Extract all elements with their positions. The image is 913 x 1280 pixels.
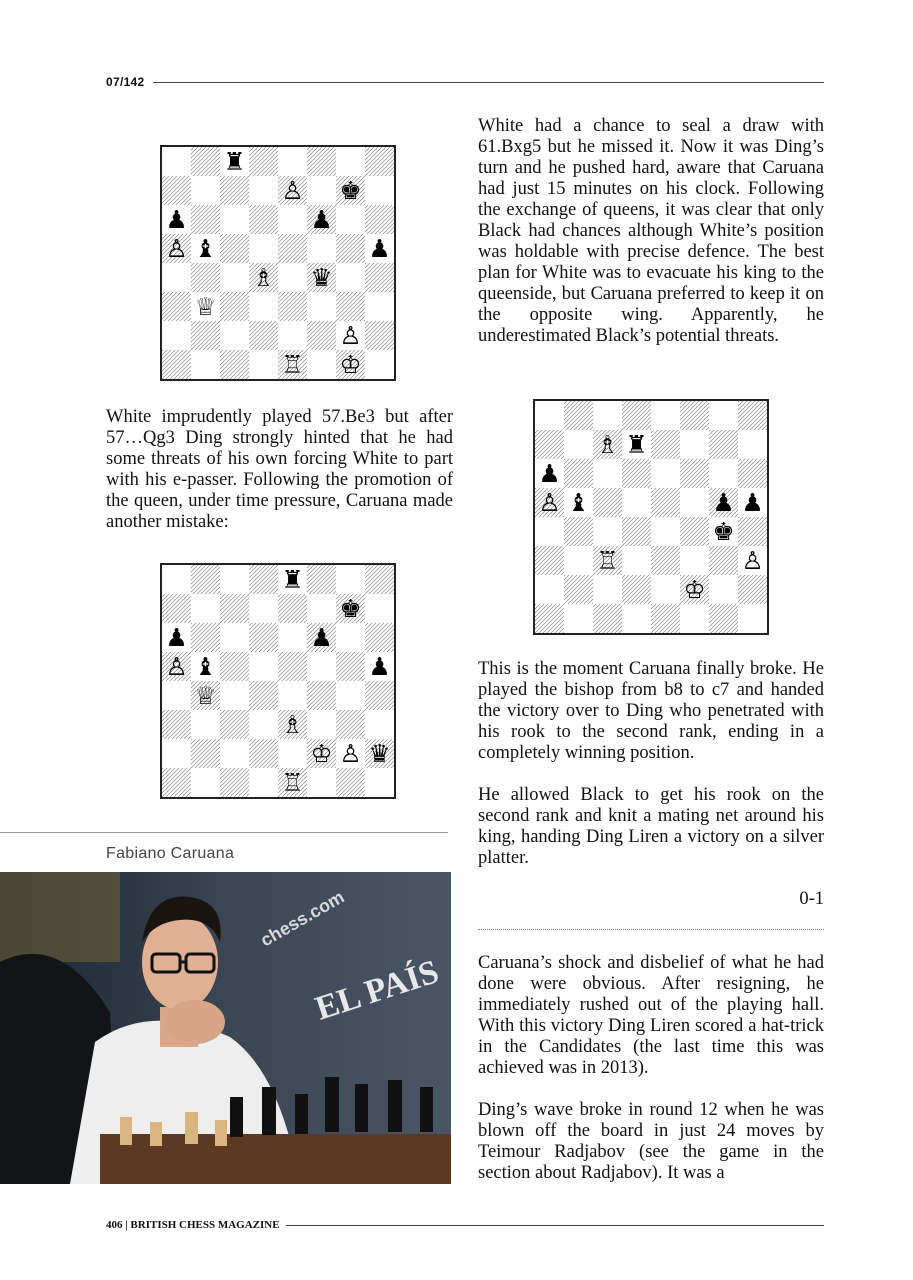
chess-diagram-2 [160,563,396,799]
board-square [680,401,709,430]
board-square [622,575,651,604]
board-square [162,565,191,594]
board-square [622,488,651,517]
board-square [307,350,336,379]
game-result: 0-1 [799,889,824,909]
board-square [365,263,394,292]
board-square [191,739,220,768]
board-square [191,147,220,176]
white-pawn-icon: ♙ [281,176,304,206]
board-square [307,594,336,623]
white-pawn-icon: ♙ [538,488,561,518]
board-square [249,350,278,379]
board-square [162,147,191,176]
right-paragraph-5: Ding’s wave broke in round 12 when he was blown off the board in just 24 moves by Teimour Radjabov (see the game in the section about Radjabov). It was a [478,1100,824,1183]
board-square [593,459,622,488]
board-square [278,205,307,234]
board-square [709,430,738,459]
board-square [365,321,394,350]
board-square [336,710,365,739]
white-pawn-icon: ♙ [741,546,764,576]
board-square [191,768,220,797]
board-square [220,710,249,739]
page-code: 07/142 [106,75,145,89]
board-square [249,594,278,623]
board-square [680,459,709,488]
board-square [162,350,191,379]
board-square [709,604,738,633]
board-square [220,321,249,350]
board-square [249,292,278,321]
board-square [307,710,336,739]
white-rook-icon: ♖ [281,350,304,379]
board-square [365,623,394,652]
board-square [336,263,365,292]
black-bishop-icon: ♝ [567,488,590,518]
board-square [307,176,336,205]
board-square [651,546,680,575]
board-square [162,292,191,321]
board-square [336,623,365,652]
board-square [593,488,622,517]
white-pawn-icon: ♙ [339,739,362,769]
board-square [365,565,394,594]
board-square [709,546,738,575]
board-square [191,176,220,205]
board-square [249,234,278,263]
board-square [365,292,394,321]
right-paragraph-1: White had a chance to seal a draw with 61.Bxg5 but he missed it. Now it was Ding’s turn and he pushed hard, aware that Caruana had just 15 minutes on his clock. Following the exchange of queens, it was clear that only Black had chances although White’s position was holdable with precise defence. The best plan for White was to evacuate his king to the queenside, but Caruana preferred to keep it on the opposite wing. Apparently, he underestimated Black’s potential threats. [478,116,824,346]
board-square [680,488,709,517]
board-square [278,292,307,321]
board-square [622,546,651,575]
chess-diagram-1 [160,145,396,381]
black-pawn-icon: ♟ [165,623,188,653]
board-square [593,575,622,604]
black-pawn-icon: ♟ [310,205,333,235]
black-bishop-icon: ♝ [194,652,217,682]
board-square [249,710,278,739]
board-square [738,604,767,633]
page-footer [106,1216,824,1234]
black-pawn-icon: ♟ [310,623,333,653]
right-paragraph-3: He allowed Black to get his rook on the second rank and knit a mating net around his king, handing Ding Liren a victory on a silver platter. [478,785,824,868]
board-square [278,263,307,292]
board-square [162,710,191,739]
board-square [680,546,709,575]
board-square [365,147,394,176]
caption-rule [0,832,448,833]
header-rule [153,82,824,83]
board-square [307,565,336,594]
white-king-icon: ♔ [683,575,706,605]
board-square [336,565,365,594]
board-square [365,205,394,234]
board-square [249,176,278,205]
board-square [680,517,709,546]
black-rook-icon: ♜ [625,430,648,460]
board-square [564,401,593,430]
board-square [191,594,220,623]
board-square [593,401,622,430]
board-square [249,321,278,350]
page-header [106,73,824,91]
board-square [162,263,191,292]
footer-label: 406 | BRITISH CHESS MAGAZINE [106,1219,280,1231]
white-pawn-icon: ♙ [165,234,188,264]
right-paragraph-2: This is the moment Caruana finally broke. He played the bishop from b8 to c7 and handed the victory over to Ding who penetrated with his rook to the second rank, ending in a completely winning position. [478,659,824,763]
board-square [709,401,738,430]
black-king-icon: ♚ [339,594,362,624]
board-square [162,739,191,768]
board-square [535,430,564,459]
board-square [220,350,249,379]
board-square [336,292,365,321]
board-square [535,517,564,546]
board-square [220,292,249,321]
board-square [738,517,767,546]
board-square [622,517,651,546]
board-square [249,652,278,681]
board-square [651,430,680,459]
board-square [622,459,651,488]
board-square [564,604,593,633]
board-square [162,768,191,797]
board-square [651,401,680,430]
photo-caption: Fabiano Caruana [106,845,235,862]
board-square [249,768,278,797]
board-square [680,604,709,633]
black-rook-icon: ♜ [223,147,246,177]
black-king-icon: ♚ [712,517,735,547]
board-square [220,263,249,292]
board-square [278,681,307,710]
board-square [220,205,249,234]
board-square [336,681,365,710]
white-pawn-icon: ♙ [165,652,188,682]
photo-sponsor-text: chess.com [257,886,348,951]
left-paragraph-1: White imprudently played 57.Be3 but after 57…Qg3 Ding strongly hinted that he had some threats of his own forcing White to part with his e-passer. Following the promotion of the queen, under time pressure, Caruana made another mistake: [106,407,453,532]
board-square [191,710,220,739]
board-square [738,430,767,459]
board-square [220,565,249,594]
board-square [738,575,767,604]
board-square [220,652,249,681]
section-divider [478,929,824,930]
black-rook-icon: ♜ [281,565,304,595]
board-square [651,604,680,633]
white-queen-icon: ♕ [194,681,217,711]
board-square [162,594,191,623]
board-square [365,594,394,623]
board-square [249,681,278,710]
footer-rule [286,1225,824,1226]
board-square [249,565,278,594]
board-square [191,263,220,292]
board-square [709,575,738,604]
board-square [278,652,307,681]
board-square [593,517,622,546]
board-square [307,652,336,681]
board-square [278,147,307,176]
black-pawn-icon: ♟ [538,459,561,489]
board-square [365,350,394,379]
board-square [278,623,307,652]
board-square [564,430,593,459]
board-square [365,176,394,205]
white-bishop-icon: ♗ [252,263,275,293]
black-bishop-icon: ♝ [194,234,217,264]
black-pawn-icon: ♟ [368,652,391,682]
board-square [162,176,191,205]
board-square [535,546,564,575]
board-square [220,739,249,768]
board-square [680,430,709,459]
board-square [220,681,249,710]
white-king-icon: ♔ [339,350,362,379]
board-square [278,321,307,350]
board-square [191,205,220,234]
board-square [307,768,336,797]
board-square [738,401,767,430]
board-square [162,321,191,350]
board-square [278,739,307,768]
board-square [564,517,593,546]
white-rook-icon: ♖ [596,546,619,576]
board-square [191,565,220,594]
board-square [220,768,249,797]
white-bishop-icon: ♗ [281,710,304,740]
white-bishop-icon: ♗ [596,430,619,460]
board-square [307,292,336,321]
board-square [535,604,564,633]
board-square [336,234,365,263]
black-queen-icon: ♛ [310,263,333,293]
board-square [564,575,593,604]
board-square [651,517,680,546]
board-square [162,681,191,710]
board-square [220,234,249,263]
black-pawn-icon: ♟ [741,488,764,518]
right-paragraph-4: Caruana’s shock and disbelief of what he had done were obvious. After resigning, he immediately rushed out of the playing hall. With this victory Ding Liren scored a hat-trick in the Candidates (the last time this was achieved was in 2013). [478,953,824,1078]
board-square [191,321,220,350]
black-pawn-icon: ♟ [165,205,188,235]
white-rook-icon: ♖ [281,768,304,797]
board-square [191,623,220,652]
board-square [365,681,394,710]
board-square [336,147,365,176]
chess-diagram-3 [533,399,769,635]
board-square [307,234,336,263]
board-square [738,459,767,488]
board-square [336,652,365,681]
board-square [564,459,593,488]
board-square [564,546,593,575]
board-square [278,234,307,263]
board-square [535,401,564,430]
board-square [249,147,278,176]
board-square [191,350,220,379]
photo-banner-text: EL PAÍS [311,953,444,1028]
player-photo [0,872,451,1184]
board-square [307,321,336,350]
board-square [220,594,249,623]
board-square [535,575,564,604]
white-queen-icon: ♕ [194,292,217,322]
board-square [651,459,680,488]
board-square [336,768,365,797]
black-pawn-icon: ♟ [712,488,735,518]
board-square [249,739,278,768]
board-square [220,176,249,205]
board-square [249,205,278,234]
board-square [278,594,307,623]
white-pawn-icon: ♙ [339,321,362,351]
board-square [651,488,680,517]
board-square [365,768,394,797]
board-square [709,459,738,488]
board-square [249,623,278,652]
black-queen-icon: ♛ [368,739,391,769]
board-square [622,604,651,633]
board-square [365,710,394,739]
board-square [593,604,622,633]
board-square [220,623,249,652]
white-king-icon: ♔ [310,739,333,769]
black-king-icon: ♚ [339,176,362,206]
black-pawn-icon: ♟ [368,234,391,264]
board-square [307,681,336,710]
board-square [336,205,365,234]
board-square [651,575,680,604]
board-square [307,147,336,176]
board-square [622,401,651,430]
